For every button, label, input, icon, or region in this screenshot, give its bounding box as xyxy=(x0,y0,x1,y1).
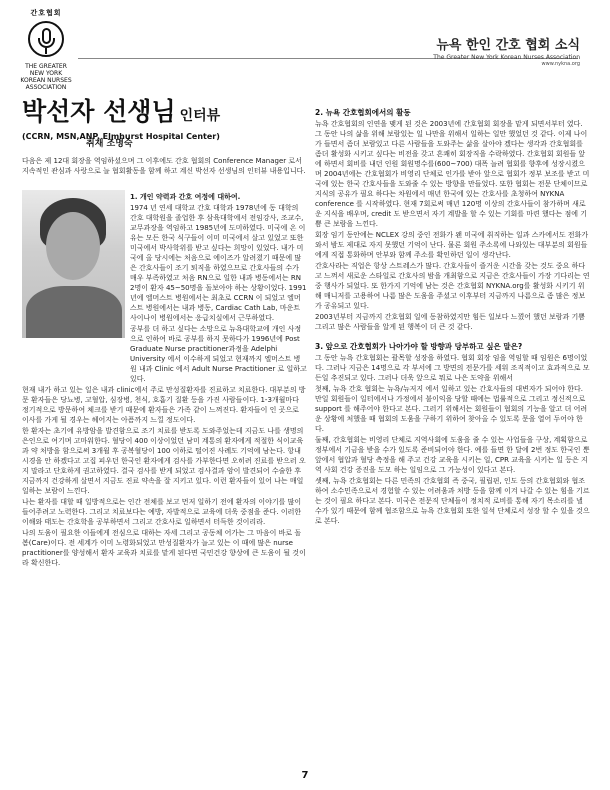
byline: 취재 조명숙 xyxy=(86,139,133,149)
logo-top-text: 간호협회 xyxy=(30,9,62,17)
page-number: 7 xyxy=(301,770,309,781)
paragraph: 둘째, 간호협회는 비영리 단체로 지역사회에 도움을 줄 수 있는 사업들을 구상, 계획함으로 정부에서 기금을 받을 수가 있도록 준비되어야 한다. 예를 들면 한 달에 2번 정도 한국인 뿐 앞에서 협압과 혈당 측정을 해 주고 건강 교육을 시키는 일, CPR 교육을 시키는 일 등은 지역 사회 건강 증진을 도모 하는 일임으로 그 가능성이 있다고 본다. xyxy=(315,436,590,474)
masthead xyxy=(433,34,580,67)
newsletter-subtitle: The Greater New York Korean Nurses Association xyxy=(433,54,580,61)
paragraph: 1974 년 연세 대학교 간호 대학과 1978년에 동 대학의 간호 대학원을 졸업한 후 삼육대학에서 전임강사, 조교수, 교무과장을 역임하고 1985년에 도미하였다. 미국에 온 이유는 모든 한국 식구들이 이미 미국에서 살고 있었고 또한 미국에서 박사학위를 받고 싶다는 희망이 있었다. 내가 미국에 올 당시에는 처음으로 에이즈가 알려졌기 때문에 많은 간호사들이 조기 퇴직을 하였으므로 간호사들의 수가 매우 부족하였고 처음 RN으로 일한 내과 병동에서는 RN 2명이 환자 45~50명을 돌보아야 하는 상황이었다. 1991년에 엘머스트 병원에서는 최초로 CCRN 이 되었고 엘머스트 병원에서는 내과 병동, Cardiac Cath Lab, 마운트 사이나이 병원에서는 응급치실에서 근무하였다. xyxy=(130,204,307,322)
interviewee-photo xyxy=(22,190,125,338)
newsletter-title: 뉴욕 한인 간호 협회 소식 xyxy=(436,38,580,53)
paragraph: 2003년부터 지금까지 간호협회 일에 동참하였지만 힘든 일보다 느꼈어 했던 보람과 기쁨 그리고 많은 사람들을 알게 된 행복이 더 큰 것 같다. xyxy=(315,313,585,331)
paragraph: 간호사라는 직업은 항상 스트레스가 많다. 간호사들이 즐거운 시간을 갖는 것도 중요 하다고 느껴서 새로운 스타일로 간호사의 밤을 개최함으로 지금은 간호사들이 가장 기다리는 연중 행사가 되었다. 또 한가지 기억에 남는 것은 간호협회 NYKNA.org를 활성화 시키기 위해 매니저를 고용하여 나름 많은 도움을 주셨고 이후부터 지금까지 나름으로 좀 많은 정보가 공유되고 있다. xyxy=(315,262,590,310)
paragraph: 셋째, 뉴욕 간호협회는 다른 민족의 간호협회 즉 중국, 필립핀, 인도 등의 간호협회와 협조하여 소수민족으로서 경험할 수 있는 어려움과 처방 등을 함께 이겨 나갈 수 있는 힘을 기르는 것이 필요 하다고 본다. 미국은 전문직 단체들이 정치적 로비를 통해 자기 목소리를 낼 수가 있기 때문에 함께 협조함으로 뉴욕 간호협회 또한 일석 단체로서 성장 할 수 있을 것으로 본다. xyxy=(315,477,590,525)
logo-bottom-text: THE GREATER NEW YORK KOREAN NURSES ASSOCIATION xyxy=(20,63,72,91)
photo-face xyxy=(46,212,100,280)
photo-body xyxy=(26,286,122,338)
interviewee-credentials: (CCRN, MSN,ANP, Elmhurst Hospital Center) xyxy=(22,132,220,141)
paragraph: 그 동안 뉴욕 간호협회는 괄목할 성장을 하였다. 협회 회장 임을 역임할 때 임원은 6명이었다. 그러나 지금은 14명으로 각 부서에 그 방면의 전문가를 세워 조직적이고 효과적으로 모든일 추진되고 있다. 그러나 더욱 앞으로 뭐로 나은 도약을 위해서 xyxy=(315,354,590,382)
section-3-heading: 3. 앞으로 간호협회가 나아가야 할 방향과 당부하고 싶은 말은? xyxy=(315,342,523,351)
section-1-heading: 1. 개인 약력과 간호 여정에 대하여. xyxy=(130,193,241,201)
microphone-stem-icon xyxy=(45,48,47,54)
paragraph: 한 환자는 초기에 유방암을 발견함으로 조기 치료를 받도록 도와주었는데 지금도 나를 생명의 은인으로 여기며 고마워한다. 혈당이 400 이상이었던 남미 계통의 환자에게 적절한 식이교육과 약 처방을 함으로써 3개월 후 공복혈당이 100 이하로 떨어진 사례도 기억에 남는다. 항내시경을 안 하겠다고 고집 피우던 한국인 환자에게 검사를 가부한다면 오히려 진료를 받으러 오지 말라고 단호하게 권고하였다. 결국 검사를 받게 되었고 검사결과 암이 발견되어 수술한 후 지금까지 건강하게 살면서 지금도 진료 약속을 잘 지키고 있다. 이런 환자들이 있어 나는 매일 일하는 보람이 느낀다. xyxy=(22,427,306,495)
article-lead: 다음은 제 12대 회장을 역임하셨으며 그 이후에도 간호 협회의 Conference Manager 로서 지속적인 관심과 사랑으로 늘 협회활동을 함께 하고 계신 박선자 선생님의 인터뷰 내용입니다. xyxy=(22,157,306,175)
paragraph: 뉴욕 간호협회의 인연을 맺게 된 것은 2003년에 간호협회 회장을 맡게 되면서부터 였다. 그 동안 나의 삶을 위해 보람있는 일 나만을 위해서 일하는 일만 했었던 것 같다. 이제 나이가 들면서 좀더 보람있고 다른 사람들을 도와주는 삶을 살아야 겠다는 생각과 간호협회를 좀더 활성화 시키고 싶다는 비전을 갖고 흔쾌히 회장직을 수락하였다. 간호협회 회원들 앞에 하면서 회비를 내던 인원 회원명수를(600~700) 대폭 늘려 협회를 향후에 성장시켰으며 2004년에는 간호협회가 비영리 단체로 인가를 받아 앞으로 협회가 정부 보조를 받고 미국에 있는 한국 간호사들을 도와줄 수 있는 방향을 만들었다. 또한 협회는 전문 단체이므로 지식의 공유가 필요 하다는 차원에서 매년 한국에 있는 간호사를 초청하여 NYKNA conference 를 시작하였다. 현재 7회로써 매년 120명 이상의 간호사들이 참가하며 새로운 지식을 배우며, credit 도 받으면서 자기 계발을 할 수 있는 기회를 마련 했다는 점에 기쁨 큰 보람을 느낀다. xyxy=(315,120,590,228)
paragraph: 첫째, 뉴욕 간호 협회는 뉴욕/뉴저지 에서 일하고 있는 간호사들의 대변자가 되어야 한다. 만일 회원들이 일터에서나 가정에서 불이익을 당할 때에는 법률적으로 그리고 정신적으로 support 를 해주어야 한다고 본다. 그러기 위해서는 회원들이 협회의 기능을 알고 더 어려운 상황에 처했을 때 협회의 도움을 구하기 위하여 찾아올 수 있도록 문을 열어 두어야 한다. xyxy=(315,385,588,433)
article-headline xyxy=(22,92,302,141)
section-2-heading: 2. 뉴욕 간호협회에서의 활동 xyxy=(315,108,411,117)
paragraph: 나는 환자를 대할 때 일방적으로는 인간 전체를 보고 먼저 일하기 전에 환자의 이야기를 많이 들어주려고 노력한다. 그리고 치료보다는 예방, 자발적으로 교육에 더욱 중점을 준다. 이러한 이해와 태도는 간호학을 공부하면서 그리고 간호사로 일하면서 터득한 것이리라. xyxy=(22,498,302,526)
article-type-tag: 인터뷰 xyxy=(179,108,221,124)
paragraph: 회장 임기 동안에는 NCLEX 강의 중인 전화가 왠 미국에 취직하는 일과 스카에서도 전화가 와서 밤도 제대로 자지 못했던 기억이 난다. 물론 회원 주소록에 나와있는 대부분의 회원들에게 직접 통화하며 안부와 함께 주소를 확인하던 일이 생각난다. xyxy=(315,231,589,259)
association-logo xyxy=(20,8,72,91)
paragraph: 공부를 더 하고 싶다는 소망으로 뉴욕대학교에 개인 사정으로 인하여 바로 공부를 하지 못하다가 1996년에 Post Graduate Nurse practitioner과정을 Adelphi University 에서 이수하게 되었고 현재까지 엘머스트 병원 내과 Clinic 에서 Adult Nurse Practitioner 로 일하고 있다. xyxy=(130,325,307,383)
newsletter-url: www.nykna.org xyxy=(541,61,580,67)
headline-row xyxy=(22,92,302,128)
paragraph: 나의 도움이 필요한 이들에게 전심으로 대하는 자세 그리고 공동체 어가는 그 마음이 바로 돌봄(Care)이다. 전 세계가 이미 노령화되었고 만성질환자가 늘고 있는 이 때에 많은 nurse practitioner를 양성해서 환자 교육과 치료를 맡게 된다면 국민건강 향상에 큰 도움이 될 것이라 확신한다. xyxy=(22,529,306,567)
right-column xyxy=(315,102,590,527)
interviewee-name: 박선자 선생님 xyxy=(22,97,176,126)
paragraph: 현재 내가 하고 있는 일은 내과 clinic에서 주로 만성질환자를 진료하고 치료한다. 대부분의 방문 환자들은 당뇨병, 고혈압, 심장병, 천식, 호흡기 질환 등을 가진 사람들이다. 1-3개월마다 정기적으로 방문하여 체크를 받기 때문에 환자들은 가족 같이 느껴진다. 환자들이 인 곳으로 이사를 가게 될 경우는 헤어지는 아픔까지 느낄 정도이다. xyxy=(22,386,306,424)
